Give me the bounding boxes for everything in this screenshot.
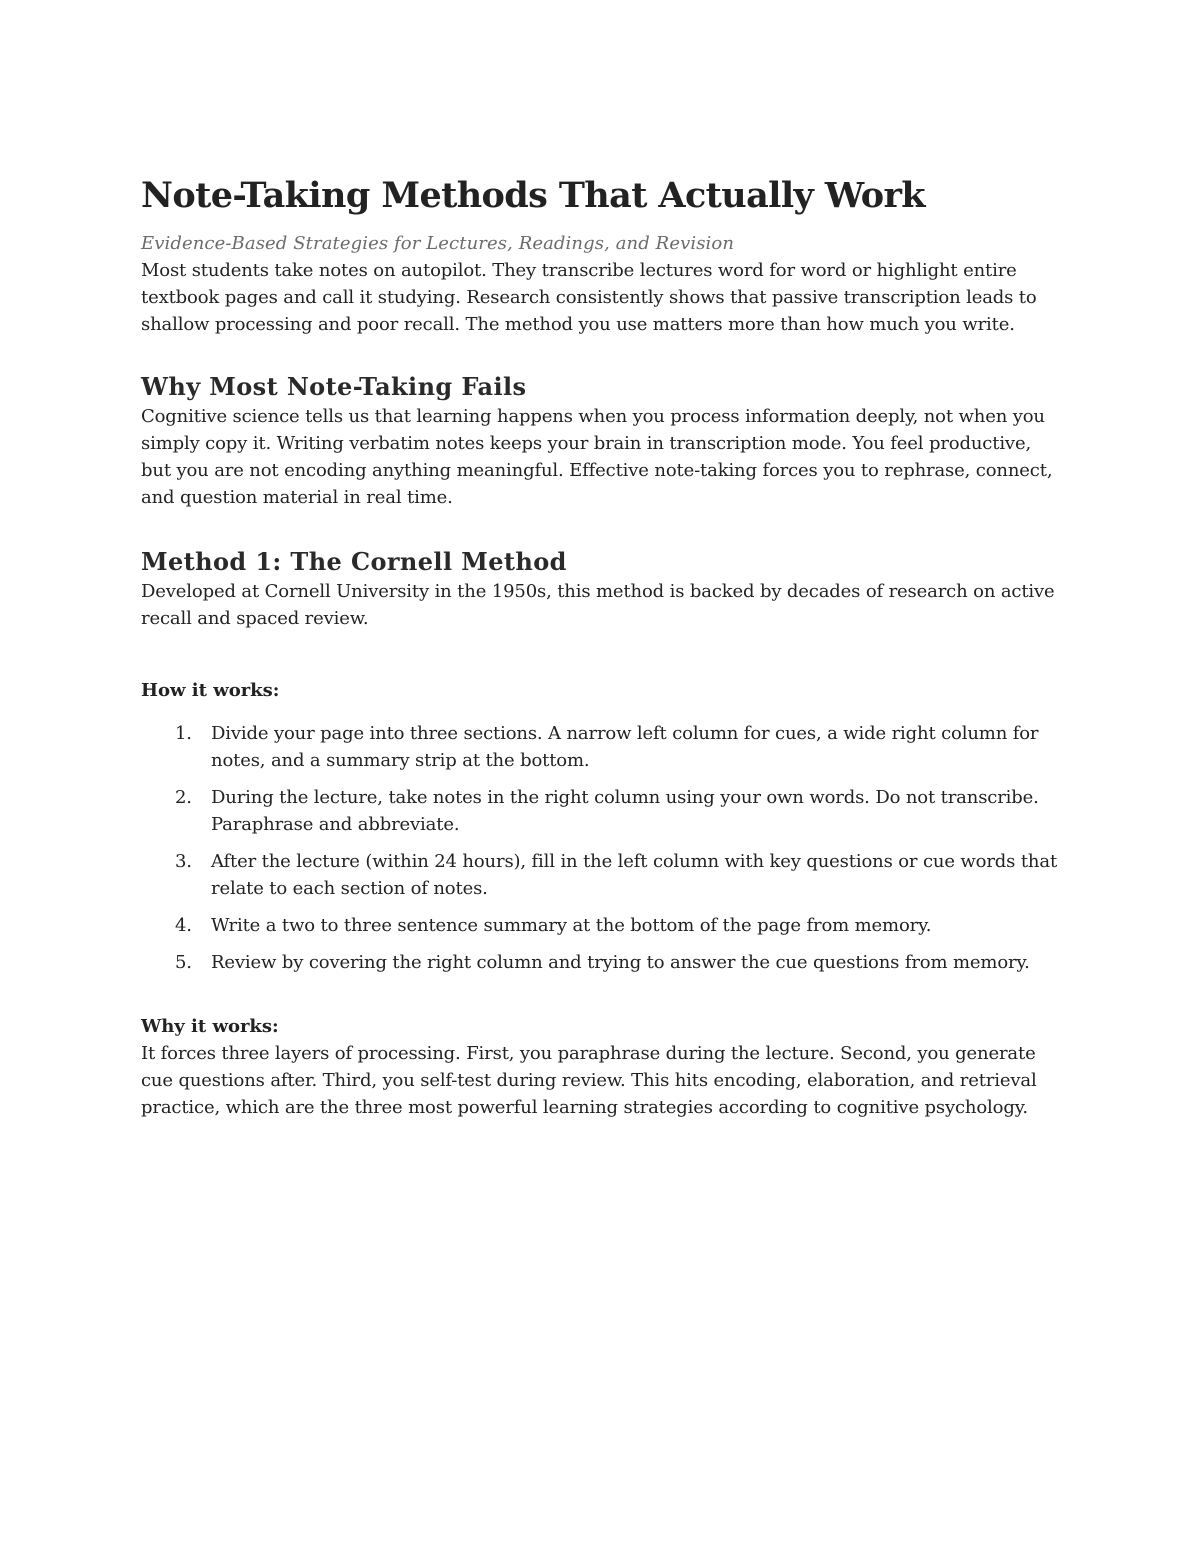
- list-item: [141, 848, 1060, 902]
- list-item: [141, 912, 1060, 939]
- list-item-text: Divide your page into three sections. A narrow left column for cues, a wide right column for notes, and a summary strip at the bottom.: [211, 723, 1039, 771]
- list-item-number: 2.: [175, 787, 192, 808]
- why-it-works-paragraph: It forces three layers of processing. First, you paraphrase during the lecture. Second, you generate cue questions after. Third, you self-test during review. This hits encoding, elaboration, and retrieval practice, which are the three most powerful learning strategies according to cognitive psychology.: [141, 1043, 1037, 1118]
- list-item: [141, 720, 1060, 774]
- section-paragraph-why-fails: Cognitive science tells us that learning happens when you process information deeply, not when you simply copy it. Writing verbatim notes keeps your brain in transcription mode. You feel productive, but you are not encoding anything meaningful. Effective note-taking forces you to rephrase, connect, and question material in real time.: [141, 406, 1053, 508]
- list-item-number: 5.: [175, 952, 192, 973]
- list-item-number: 4.: [175, 915, 192, 936]
- list-item-text: Review by covering the right column and trying to answer the cue questions from memory.: [211, 952, 1030, 973]
- steps-list: [141, 720, 1060, 976]
- section-heading-cornell-method: Method 1: The Cornell Method: [141, 547, 567, 576]
- document-subtitle: Evidence-Based Strategies for Lectures, Readings, and Revision: [141, 233, 735, 254]
- list-item-number: 3.: [175, 851, 192, 872]
- list-item-number: 1.: [175, 723, 192, 744]
- list-item: [141, 949, 1060, 976]
- subheading-why-it-works: Why it works:: [141, 1016, 279, 1037]
- document-title: Note-Taking Methods That Actually Work: [141, 175, 925, 216]
- list-item-text: Write a two to three sentence summary at the bottom of the page from memory.: [211, 915, 932, 936]
- subheading-how-it-works: How it works:: [141, 680, 280, 701]
- section-heading-why-fails: Why Most Note-Taking Fails: [141, 372, 527, 401]
- intro-paragraph: Most students take notes on autopilot. They transcribe lectures word for word or highlight entire textbook pages and call it studying. Research consistently shows that passive transcription leads to shallow processing and poor recall. The method you use matters more than how much you write.: [141, 260, 1037, 335]
- list-item: [141, 784, 1060, 838]
- section-paragraph-cornell-method: Developed at Cornell University in the 1950s, this method is backed by decades of research on active recall and spaced review.: [141, 581, 1055, 629]
- list-item-text: During the lecture, take notes in the right column using your own words. Do not transcribe. Paraphrase and abbreviate.: [211, 787, 1039, 835]
- list-item-text: After the lecture (within 24 hours), fill in the left column with key questions or cue words that relate to each section of notes.: [211, 851, 1058, 899]
